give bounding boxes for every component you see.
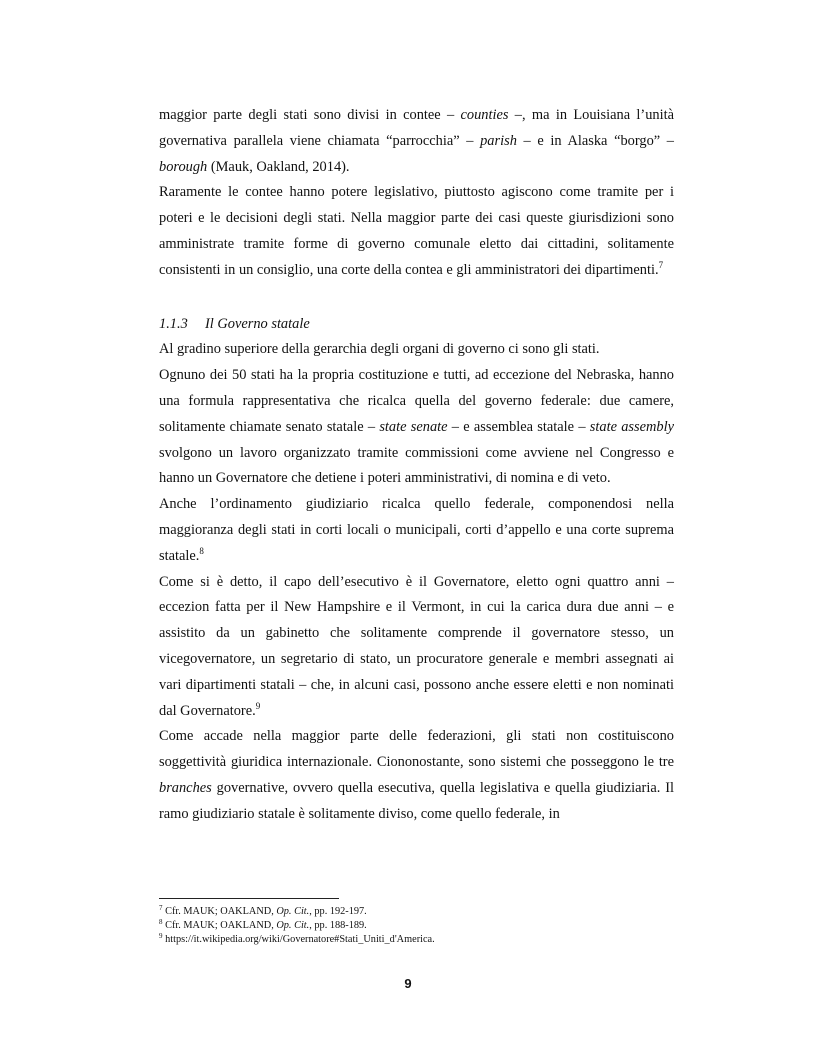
- footnote-text: , pp. 192-197.: [309, 906, 367, 917]
- text: –, ma in Louisiana l’unità governativa parallela viene chiamata “parrocchia” –: [159, 107, 674, 149]
- text: – e in Alaska “borgo” –: [516, 132, 674, 149]
- text: Raramente le contee hanno potere legislativo, piuttosto agiscono come tramite per i poteri e le decisioni degli stati. Nella maggior parte dei casi queste giurisdizioni sono amministrate tramite forme di governo comunale eletto dai cittadini, solitamente consistenti in un consiglio, una corte della contea e gli amministratori dei dipartimenti.: [159, 184, 674, 278]
- italic-term: branches: [159, 779, 212, 796]
- footnote-number: 8: [159, 918, 163, 926]
- footnote-text: Cfr. MAUK; OAKLAND,: [165, 920, 277, 931]
- italic-term: state senate: [379, 418, 448, 435]
- italic-term: borough: [159, 158, 208, 175]
- footnote-8: [159, 919, 674, 933]
- text: maggior parte degli stati sono divisi in contee –: [159, 107, 461, 123]
- text: Come accade nella maggior parte delle federazioni, gli stati non costituiscono soggettività giuridica internazionale. Ciononostante, sono sistemi che posseggono le tre: [159, 728, 674, 771]
- text: Anche l’ordinamento giudiziario ricalca quello federale, componendosi nella maggioranza degli stati in corti locali o municipali, corti d’appello e una corte suprema statale.: [159, 496, 674, 564]
- text: svolgono un lavoro organizzato tramite commissioni come avviene nel Congresso e hanno un Governatore che detiene i poteri amministrativi, di nomina e di veto.: [159, 444, 674, 487]
- footnote-ref[interactable]: 8: [199, 545, 204, 556]
- paragraph-federazioni: [159, 724, 674, 827]
- footnotes: [159, 905, 674, 947]
- footnote-text: Cfr. MAUK; OAKLAND,: [165, 906, 277, 917]
- section-title: Il Governo statale: [205, 315, 310, 332]
- italic-term: counties: [460, 107, 509, 123]
- footnote-text: , pp. 188-189.: [309, 920, 367, 931]
- footnote-number: 7: [159, 904, 163, 912]
- footnote-ref[interactable]: 7: [658, 259, 664, 270]
- paragraph-stati: [159, 363, 674, 492]
- text: (Mauk, Oakland, 2014).: [207, 158, 350, 175]
- paragraph-ordinamento: [159, 492, 674, 569]
- footnote-italic: Op. Cit.: [276, 920, 310, 931]
- text: – e assemblea statale –: [447, 418, 590, 435]
- footnote-number: 9: [159, 932, 163, 940]
- italic-term: state assembly: [589, 418, 674, 435]
- section-heading: [159, 312, 674, 338]
- section-number: 1.1.3: [159, 315, 188, 332]
- footnote-7: [159, 905, 674, 919]
- text: Come si è detto, il capo dell’esecutivo è il Governatore, eletto ogni quattro anni – eccezion fatta per il New Hampshire e il Vermont, in cui la carica dura due anni – e assistito da un gabinetto che solitamente comprende il governatore stesso, un vicegovernatore, un segretario di stato, un procuratore generale e membri assegnati ai vari dipartimenti statali – che, in alcuni casi, possono anche essere eletti e non nominati dal Governatore.: [159, 573, 674, 719]
- paragraph-contee: [159, 180, 674, 283]
- italic-term: parish: [480, 132, 517, 149]
- page-body: [159, 103, 674, 828]
- footnote-ref[interactable]: 9: [255, 700, 261, 711]
- paragraph-counties: [159, 103, 674, 180]
- page-number: 9: [404, 976, 412, 991]
- paragraph-gradino: Al gradino superiore della gerarchia degli organi di governo ci sono gli stati.: [159, 341, 600, 358]
- footnote-link[interactable]: https://it.wikipedia.org/wiki/Governatore#Stati_Uniti_d'America.: [165, 934, 435, 945]
- paragraph-governatore: [159, 570, 674, 725]
- footnote-italic: Op. Cit.: [276, 906, 310, 917]
- text: Ognuno dei 50 stati ha la propria costituzione e tutti, ad eccezione del Nebraska, hanno una formula rappresentativa che ricalca quella del governo federale: due camere, solitamente chiamate senato statale –: [159, 367, 674, 435]
- footnote-9: [159, 933, 674, 947]
- footnote-separator: [159, 898, 339, 899]
- text: governative, ovvero quella esecutiva, quella legislativa e quella giudiziaria. Il ramo giudiziario statale è solitamente diviso, come quello federale, in: [159, 779, 674, 822]
